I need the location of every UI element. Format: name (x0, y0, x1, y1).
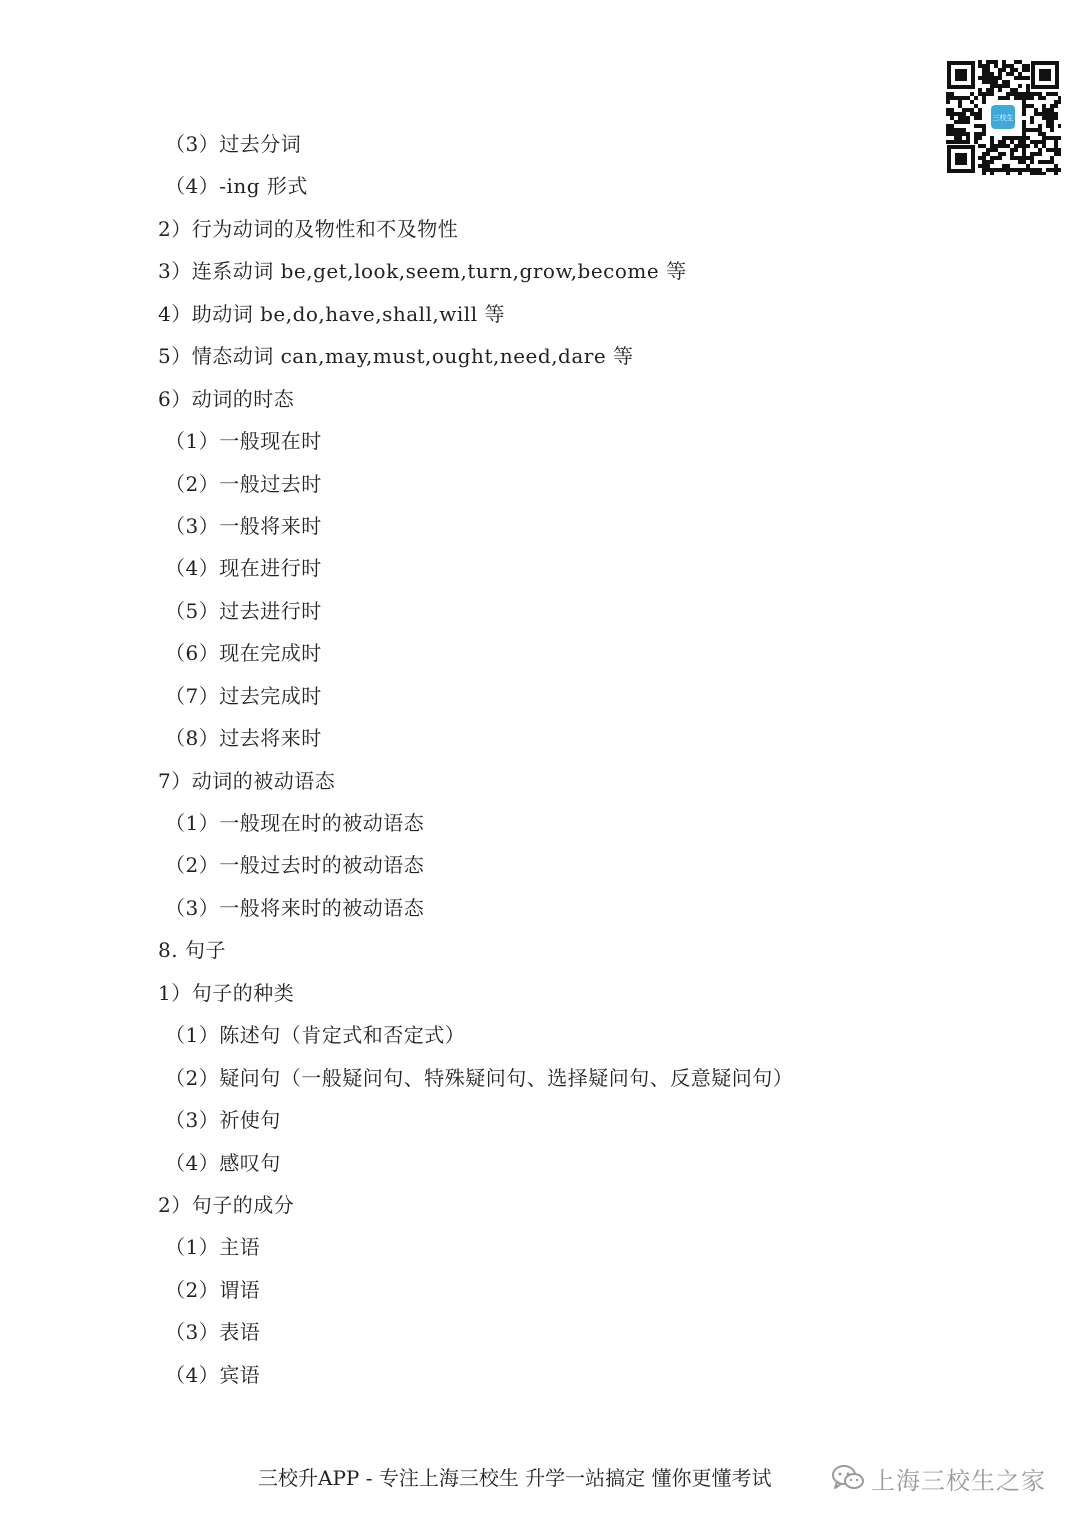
outline-subitem: （1）陈述句（肯定式和否定式） (165, 1023, 466, 1048)
qr-finder-top-left (947, 61, 975, 89)
qr-logo-badge (989, 103, 1017, 131)
outline-subitem: （1）主语 (165, 1235, 261, 1260)
outline-subitem: （1）一般现在时 (165, 429, 322, 454)
footer-slogan: 三校升APP - 专注上海三校生 升学一站搞定 懂你更懂考试 (258, 1466, 772, 1490)
outline-subitem: （3）祈使句 (165, 1108, 281, 1133)
outline-subitem: （2）谓语 (165, 1277, 261, 1302)
outline-subitem: （6）现在完成时 (165, 641, 322, 666)
outline-subitem: （2）疑问句（一般疑问句、特殊疑问句、选择疑问句、反意疑问句） (165, 1065, 794, 1090)
outline-subitem: （2）一般过去时 (165, 471, 322, 496)
outline-item: 6）动词的时态 (158, 386, 295, 411)
outline-item: 5）情态动词 can,may,must,ought,need,dare 等 (158, 344, 634, 369)
outline-subitem: （3）过去分词 (165, 132, 302, 156)
outline-list (158, 123, 793, 1396)
outline-subitem: （7）过去完成时 (165, 683, 322, 708)
outline-subitem: （8）过去将来时 (165, 726, 322, 751)
outline-item: 2）句子的成分 (158, 1192, 295, 1217)
outline-subitem: （3）表语 (165, 1320, 261, 1345)
qr-finder-bottom-left (947, 145, 975, 173)
outline-item: 4）助动词 be,do,have,shall,will 等 (158, 301, 505, 326)
watermark-text: 上海三校生之家 (871, 1466, 1046, 1495)
qr-finder-top-right (1031, 61, 1059, 89)
outline-subitem: （4）感叹句 (165, 1150, 281, 1175)
outline-subitem: （3）一般将来时 (165, 513, 322, 538)
outline-item: 7）动词的被动语态 (158, 768, 336, 793)
outline-item: 2）行为动词的及物性和不及物性 (158, 216, 459, 241)
wechat-icon (831, 1463, 865, 1493)
qr-logo-text: 三校生 (992, 114, 1014, 122)
qr-code[interactable] (945, 59, 1061, 175)
outline-subitem: （4）现在进行时 (165, 556, 322, 581)
outline-subitem: （4）-ing 形式 (165, 174, 308, 199)
outline-item: 1）句子的种类 (158, 980, 295, 1005)
outline-item: 8. 句子 (158, 938, 226, 963)
wechat-watermark (825, 1458, 1046, 1498)
outline-subitem: （2）一般过去时的被动语态 (165, 853, 425, 878)
outline-subitem: （1）一般现在时的被动语态 (165, 811, 425, 835)
outline-subitem: （5）过去进行时 (165, 598, 322, 623)
outline-item: 3）连系动词 be,get,look,seem,turn,grow,become 等 (158, 259, 687, 284)
outline-subitem: （4）宾语 (165, 1362, 261, 1387)
outline-subitem: （3）一般将来时的被动语态 (165, 895, 425, 920)
